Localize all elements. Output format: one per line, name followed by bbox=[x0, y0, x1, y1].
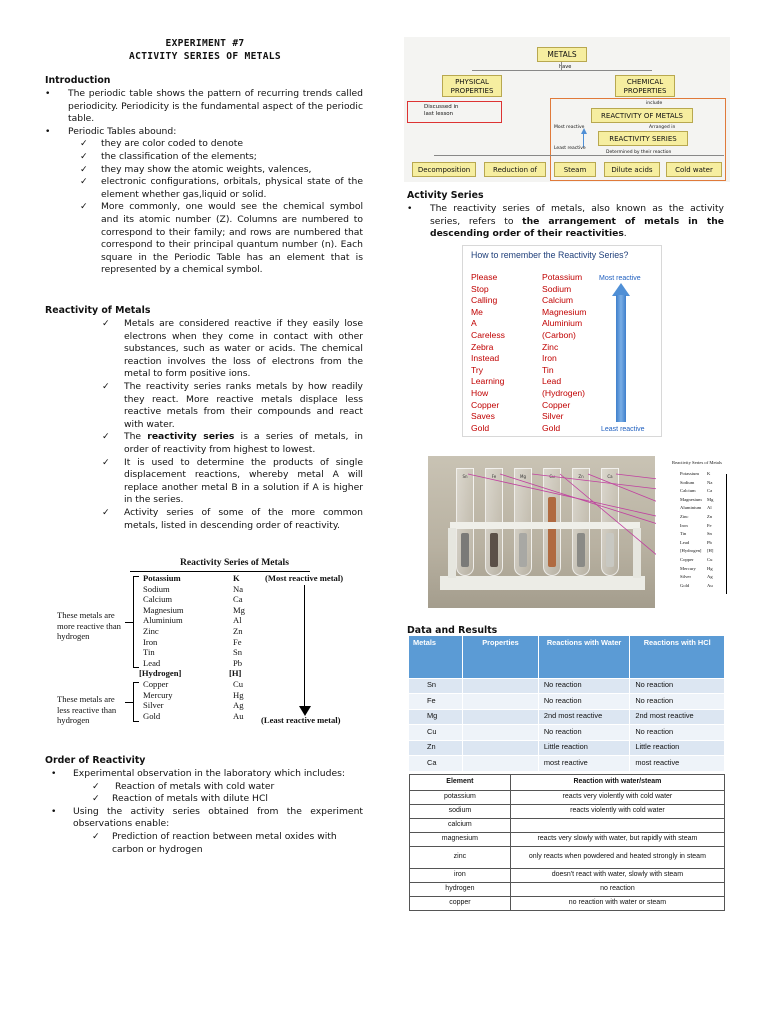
photo-panel-row bbox=[680, 504, 728, 513]
mnemonic-word: Instead bbox=[471, 353, 500, 364]
bullet-icon: • bbox=[407, 203, 413, 214]
activity-heading: Activity Series bbox=[407, 190, 484, 201]
series-row bbox=[139, 668, 253, 679]
table-cell bbox=[463, 694, 539, 710]
concept-least: Least reactive bbox=[554, 146, 586, 151]
order-bullet-1: • Experimental observation in the laboratory which includes: bbox=[51, 768, 345, 779]
mnemonic-row bbox=[471, 365, 601, 377]
results-header-cell: Reactions with HCl bbox=[630, 636, 725, 678]
photo-panel-symbol: Hg bbox=[707, 565, 713, 571]
intro-bullet-1: • The periodic table shows the pattern of recurring trends called periodicity. Periodicity is the fundamental aspect of the periodic table. bbox=[45, 88, 363, 125]
mnemonic-metal: Zinc bbox=[542, 341, 559, 352]
check-icon: ✓ bbox=[80, 150, 88, 162]
mnemonic-word: Zebra bbox=[471, 341, 494, 352]
table-cell: sodium bbox=[410, 805, 511, 819]
mnemonic-word: Try bbox=[471, 364, 484, 375]
series-row bbox=[143, 626, 253, 637]
table-cell: Sn bbox=[409, 678, 463, 694]
photo-panel-row bbox=[680, 573, 728, 582]
series-metal-symbol: K bbox=[233, 573, 240, 583]
table-cell: No reaction bbox=[630, 725, 725, 741]
photo-panel-title: Reactivity Series of Metals bbox=[672, 460, 722, 465]
table-cell: No reaction bbox=[630, 694, 725, 710]
bullet-icon: • bbox=[51, 805, 57, 817]
order-check-item: ✓ Prediction of reaction between metal oxides with carbon or hydrogen bbox=[92, 830, 337, 855]
series-row bbox=[143, 700, 253, 711]
mnemonic-metal: Magnesium bbox=[542, 306, 587, 317]
activity-section bbox=[407, 203, 724, 241]
photo-panel-metal: [Hydrogen] bbox=[680, 548, 702, 554]
photo-panel-metal: Tin bbox=[680, 531, 687, 537]
results-header-cell: Reactions with Water bbox=[538, 636, 629, 678]
series-metal-symbol: Zn bbox=[233, 625, 243, 636]
reactivity-series-figure bbox=[55, 558, 365, 728]
tube-label: Zn bbox=[578, 474, 584, 479]
photo-panel-row bbox=[680, 496, 728, 505]
check-icon: ✓ bbox=[80, 138, 88, 150]
mnemonic-metal: Aluminium bbox=[542, 318, 583, 329]
figure-title: Reactivity Series of Metals bbox=[180, 557, 289, 568]
water-table bbox=[409, 774, 725, 911]
mnemonic-word: Learning bbox=[471, 376, 505, 387]
mnemonic-word: Me bbox=[471, 306, 483, 317]
table-cell: hydrogen bbox=[410, 883, 511, 897]
order-check-item: ✓ Reaction of metals with cold water bbox=[92, 780, 275, 792]
check-icon: ✓ bbox=[92, 793, 100, 805]
table-row bbox=[410, 847, 725, 869]
mnemonic-row bbox=[471, 342, 601, 354]
photo-panel-row bbox=[680, 487, 728, 496]
series-metal-name: Gold bbox=[143, 710, 161, 721]
mnemonic-row bbox=[471, 330, 601, 342]
concept-most: Most reactive bbox=[554, 125, 585, 130]
table-row bbox=[410, 897, 725, 911]
table-cell: No reaction bbox=[538, 694, 629, 710]
series-row bbox=[143, 573, 253, 584]
photo-series-panel bbox=[656, 456, 730, 608]
check-icon: ✓ bbox=[102, 431, 110, 443]
series-metal-symbol: Pb bbox=[233, 657, 243, 668]
table-cell bbox=[510, 819, 724, 833]
mnemonic-row bbox=[471, 318, 601, 330]
series-metal-symbol: Sn bbox=[233, 647, 243, 658]
bullet-icon: • bbox=[51, 768, 57, 779]
data-heading: Data and Results bbox=[407, 625, 498, 636]
concept-reaction-box: Reduction of bbox=[484, 162, 546, 177]
table-cell: Ca bbox=[409, 756, 463, 772]
series-row bbox=[143, 679, 253, 690]
concept-map bbox=[404, 37, 730, 182]
down-arrow-line bbox=[304, 585, 305, 709]
order-section bbox=[45, 768, 363, 856]
series-row bbox=[143, 605, 253, 616]
photo-panel-metal: Magnesium bbox=[680, 496, 702, 502]
check-icon: ✓ bbox=[102, 456, 110, 468]
results-header-cell: Metals bbox=[409, 636, 463, 678]
concept-reaction-box: Cold water bbox=[666, 162, 722, 177]
mnemonic-word: Careless bbox=[471, 329, 505, 340]
concept-discussed: Discussed in last lesson bbox=[424, 104, 459, 117]
mnemonic-metal: Copper bbox=[542, 399, 571, 410]
series-metal-symbol: Mg bbox=[233, 604, 245, 615]
table-cell: calcium bbox=[410, 819, 511, 833]
tube-label: Ca bbox=[607, 474, 613, 479]
photo-panel-row bbox=[680, 470, 728, 479]
mnemonic-most: Most reactive bbox=[599, 275, 641, 282]
check-icon: ✓ bbox=[80, 176, 88, 188]
mnemonic-row bbox=[471, 307, 601, 319]
check-icon: ✓ bbox=[102, 506, 110, 518]
table-cell: 2nd most reactive bbox=[538, 709, 629, 725]
mnemonic-row bbox=[471, 272, 601, 284]
table-cell: no reaction with water or steam bbox=[510, 897, 724, 911]
photo-panel-symbol: Al bbox=[707, 505, 712, 511]
table-cell: reacts violently with cold water bbox=[510, 805, 724, 819]
series-metal-symbol: [H] bbox=[229, 668, 242, 679]
check-icon: ✓ bbox=[102, 318, 110, 329]
series-metal-name: Zinc bbox=[143, 625, 159, 636]
mnemonic-row bbox=[471, 400, 601, 412]
series-row bbox=[143, 615, 253, 626]
order-check-item: ✓ Reaction of metals with dilute HCl bbox=[92, 793, 268, 805]
concept-include: include bbox=[646, 101, 663, 106]
concept-reaction-box: Dilute acids bbox=[604, 162, 660, 177]
series-rows bbox=[139, 573, 253, 721]
mnemonic-metal: Sodium bbox=[542, 283, 572, 294]
mnemonic-row bbox=[471, 376, 601, 388]
mnemonic-metal: Tin bbox=[542, 364, 554, 375]
photo-panel-symbol: [H] bbox=[707, 548, 714, 554]
tube-label: Fe bbox=[491, 474, 497, 479]
concept-metals: METALS bbox=[537, 47, 587, 62]
table-cell: reacts very violently with cold water bbox=[510, 791, 724, 805]
table-row bbox=[409, 740, 725, 756]
table-cell bbox=[463, 709, 539, 725]
photo-panel-row bbox=[680, 539, 728, 548]
concept-have: have bbox=[559, 64, 572, 70]
concept-boxes bbox=[404, 162, 730, 178]
mnemonic-word: Copper bbox=[471, 399, 500, 410]
page-subtitle: ACTIVITY SERIES OF METALS bbox=[129, 51, 281, 62]
check-icon: ✓ bbox=[80, 201, 88, 213]
tube-label: Sn bbox=[462, 474, 468, 479]
concept-reaction-box: Decomposition bbox=[412, 162, 476, 177]
photo-panel-row bbox=[680, 556, 728, 565]
intro-section bbox=[45, 88, 363, 277]
mnemonic-word: Saves bbox=[471, 411, 495, 422]
photo-panel-metal: Sodium bbox=[680, 479, 695, 485]
mnemonic-title: How to remember the Reactivity Series? bbox=[471, 250, 629, 260]
intro-check-list bbox=[45, 138, 363, 277]
page-title: EXPERIMENT #7 bbox=[165, 38, 245, 49]
intro-check-item: ✓ they may show the atomic weights, valences, bbox=[80, 163, 312, 175]
order-heading: Order of Reactivity bbox=[45, 755, 146, 766]
table-row bbox=[410, 805, 725, 819]
mnemonic-word: Please bbox=[471, 272, 498, 282]
series-metal-symbol: Au bbox=[233, 710, 244, 721]
photo-panel-metal: Aluminium bbox=[680, 505, 702, 511]
intro-bullet-2: • Periodic Tables abound: bbox=[45, 125, 177, 137]
photo-panel-row bbox=[680, 522, 728, 531]
photo-panel-row bbox=[680, 513, 728, 522]
photo-panel-symbol: Ca bbox=[707, 488, 713, 494]
mnemonic-row bbox=[471, 353, 601, 365]
results-header-cell: Properties bbox=[463, 636, 539, 678]
concept-discussed-box bbox=[407, 101, 502, 123]
table-cell: no reaction bbox=[510, 883, 724, 897]
photo-panel-symbol: Sn bbox=[707, 531, 712, 537]
concept-series: REACTIVITY SERIES bbox=[598, 131, 688, 146]
mnemonic-least: Least reactive bbox=[601, 426, 645, 433]
photo-panel-row bbox=[680, 547, 728, 556]
series-metal-name: Aluminium bbox=[143, 615, 183, 626]
table-cell: potassium bbox=[410, 791, 511, 805]
mnemonic-figure bbox=[462, 245, 662, 437]
series-row bbox=[143, 647, 253, 658]
table-cell bbox=[463, 725, 539, 741]
reactivity-heading: Reactivity of Metals bbox=[45, 305, 151, 316]
table-cell: most reactive bbox=[630, 756, 725, 772]
mnemonic-metal: Lead bbox=[542, 376, 562, 387]
reactivity-check-item: ✓ It is used to determine the products of single displacement reactions, whereby metal A will replace another metal B in a solution if A is higher in the series. bbox=[102, 456, 363, 506]
arrow-up-icon bbox=[581, 128, 587, 134]
mnemonic-metal: Gold bbox=[542, 422, 561, 433]
bullet-icon: • bbox=[45, 88, 51, 99]
concept-arranged: Arranged in bbox=[649, 125, 676, 130]
check-icon: ✓ bbox=[92, 830, 100, 842]
mnemonic-metal: Iron bbox=[542, 353, 557, 364]
table-cell: No reaction bbox=[538, 725, 629, 741]
table-row bbox=[409, 756, 725, 772]
series-metal-name: Silver bbox=[143, 700, 164, 711]
reactivity-check-item: ✓ Metals are considered reactive if they easily lose electrons when they come in contact with other substances, such as water or acids. The chemical reaction involves the loss of electrons from the metal to form positive ions. bbox=[102, 318, 363, 380]
photo-panel-symbol: Cu bbox=[707, 556, 713, 562]
table-cell: Little reaction bbox=[538, 740, 629, 756]
table-cell: Zn bbox=[409, 740, 463, 756]
mnemonic-metal: Silver bbox=[542, 411, 564, 422]
series-row bbox=[143, 637, 253, 648]
mnemonic-metal: Potassium bbox=[542, 272, 583, 282]
photo-panel-metal: Silver bbox=[680, 574, 691, 580]
series-row bbox=[143, 584, 253, 595]
mnemonic-word: A bbox=[471, 318, 477, 329]
table-cell: Cu bbox=[409, 725, 463, 741]
reactivity-check-item: ✓ Activity series of some of the more common metals, listed in descending order of reactivity. bbox=[102, 506, 363, 531]
table-cell: reacts very slowly with water, but rapidly with steam bbox=[510, 833, 724, 847]
table-row bbox=[409, 678, 725, 694]
table-cell bbox=[463, 740, 539, 756]
photo-panel-symbol: Pb bbox=[707, 539, 712, 545]
mnemonic-row bbox=[471, 295, 601, 307]
table-cell bbox=[463, 756, 539, 772]
concept-chemical: CHEMICAL PROPERTIES bbox=[615, 75, 675, 97]
series-metal-name: Copper bbox=[143, 678, 169, 689]
concept-reactivity: REACTIVITY OF METALS bbox=[591, 108, 693, 123]
mnemonic-word: Gold bbox=[471, 422, 490, 433]
concept-line bbox=[434, 155, 724, 156]
table-row bbox=[410, 883, 725, 897]
results-header-row bbox=[409, 636, 725, 678]
series-row bbox=[143, 690, 253, 701]
photo-panel-row bbox=[680, 565, 728, 574]
concept-determined: Determined by their reaction bbox=[606, 150, 672, 155]
table-cell: 2nd most reactive bbox=[630, 709, 725, 725]
table-cell: No reaction bbox=[630, 678, 725, 694]
table-row bbox=[409, 694, 725, 710]
series-metal-name: Mercury bbox=[143, 689, 173, 700]
photo-panel-metal: Copper bbox=[680, 556, 694, 562]
mnemonic-metal: (Hydrogen) bbox=[542, 387, 585, 398]
photo-panel-symbol: Zn bbox=[707, 513, 713, 519]
photo-panel-symbol: Au bbox=[707, 582, 713, 588]
table-row bbox=[410, 791, 725, 805]
series-metal-name: Iron bbox=[143, 636, 158, 647]
series-metal-symbol: Ag bbox=[233, 700, 244, 711]
table-cell: Little reaction bbox=[630, 740, 725, 756]
table-cell: Fe bbox=[409, 694, 463, 710]
table-row bbox=[409, 725, 725, 741]
photo-panel-row bbox=[680, 582, 728, 591]
bracket-more bbox=[133, 576, 139, 668]
mnemonic-arrow-shaft bbox=[616, 295, 626, 422]
series-metal-name: Lead bbox=[143, 657, 161, 668]
more-reactive-note: These metals are more reactive than hydrogen bbox=[57, 610, 121, 642]
order-bullet-2: • Using the activity series obtained from the experiment observations enable: bbox=[51, 805, 363, 830]
mnemonic-rows bbox=[471, 272, 601, 434]
table-cell: magnesium bbox=[410, 833, 511, 847]
table-row bbox=[409, 709, 725, 725]
intro-heading: Introduction bbox=[45, 75, 111, 86]
mnemonic-metal: Calcium bbox=[542, 295, 574, 306]
photo-panel-symbol: Mg bbox=[707, 496, 714, 502]
table-row bbox=[410, 869, 725, 883]
table-cell: zinc bbox=[410, 847, 511, 869]
series-metal-symbol: Al bbox=[233, 615, 242, 626]
photo-panel-metal: Lead bbox=[680, 539, 690, 545]
concept-physical: PHYSICAL PROPERTIES bbox=[442, 75, 502, 97]
mnemonic-row bbox=[471, 423, 601, 435]
intro-check-item: ✓ electronic configurations, orbitals, physical state of the element whether gas,liquid or solid. bbox=[80, 176, 363, 200]
water-header-cell: Reaction with water/steam bbox=[510, 775, 724, 791]
activity-bullet: • The reactivity series of metals, also known as the activity series, refers to the arrangement of metals in the descending order of their reactivities. bbox=[407, 203, 724, 240]
mnemonic-word: Stop bbox=[471, 283, 489, 294]
mnemonic-word: Calling bbox=[471, 295, 498, 306]
series-metal-symbol: Ca bbox=[233, 594, 243, 605]
table-cell: Mg bbox=[409, 709, 463, 725]
results-table bbox=[409, 636, 725, 771]
series-row bbox=[143, 658, 253, 669]
series-metal-symbol: Fe bbox=[233, 636, 242, 647]
photo-panel-row bbox=[680, 479, 728, 488]
table-cell: only reacts when powdered and heated strongly in steam bbox=[510, 847, 724, 869]
intro-check-item: ✓ the classification of the elements; bbox=[80, 150, 257, 162]
table-cell: copper bbox=[410, 897, 511, 911]
photo-panel-metal: Gold bbox=[680, 582, 690, 588]
check-icon: ✓ bbox=[80, 163, 88, 175]
table-cell: No reaction bbox=[538, 678, 629, 694]
concept-line bbox=[561, 62, 562, 70]
photo-panel-arrow bbox=[726, 474, 727, 594]
table-row bbox=[410, 819, 725, 833]
photo-panel-symbol: K bbox=[707, 471, 711, 476]
series-metal-name: [Hydrogen] bbox=[139, 668, 182, 679]
table-cell bbox=[463, 678, 539, 694]
series-row bbox=[143, 711, 253, 722]
series-metal-name: Tin bbox=[143, 647, 155, 658]
table-cell: doesn't react with water, slowly with steam bbox=[510, 869, 724, 883]
table-row bbox=[410, 833, 725, 847]
reactivity-check-item: ✓ The reactivity series ranks metals by how readily they react. More reactive metals displace less reactive metals from their compounds and react with water. bbox=[102, 380, 363, 430]
bracket-more-tick bbox=[125, 622, 133, 623]
photo-panel-metal: Mercury bbox=[680, 565, 696, 571]
photo-panel-metal: Iron bbox=[680, 522, 688, 528]
series-metal-symbol: Hg bbox=[233, 689, 244, 700]
water-header-row bbox=[410, 775, 725, 791]
series-metal-name: Magnesium bbox=[143, 604, 184, 615]
bracket-less bbox=[133, 682, 139, 722]
table-cell: most reactive bbox=[538, 756, 629, 772]
water-header-cell: Element bbox=[410, 775, 511, 791]
table-cell: iron bbox=[410, 869, 511, 883]
series-metal-symbol: Cu bbox=[233, 678, 244, 689]
photo-panel-rows bbox=[680, 470, 728, 590]
mnemonic-row bbox=[471, 388, 601, 400]
series-row bbox=[143, 594, 253, 605]
mnemonic-metal: (Carbon) bbox=[542, 329, 576, 340]
photo-panel-symbol: Fe bbox=[707, 522, 712, 528]
mnemonic-row bbox=[471, 284, 601, 296]
photo-panel-metal: Zinc bbox=[680, 513, 689, 519]
series-metal-symbol: Na bbox=[233, 583, 244, 594]
reactivity-check-list bbox=[102, 318, 364, 532]
photo-panel-metal: Calcium bbox=[680, 488, 696, 494]
check-icon: ✓ bbox=[92, 780, 100, 792]
series-metal-name: Calcium bbox=[143, 594, 173, 605]
least-reactive-label: (Least reactive metal) bbox=[261, 715, 341, 725]
photo-panel-symbol: Na bbox=[707, 479, 713, 485]
reactivity-check-item: ✓ The reactivity series is a series of metals, in order of reactivity from highest to lowest. bbox=[102, 431, 364, 455]
mnemonic-row bbox=[471, 411, 601, 423]
mnemonic-word: How bbox=[471, 387, 489, 398]
check-icon: ✓ bbox=[102, 380, 110, 392]
intro-check-item: ✓ More commonly, one would see the chemical symbol and its atomic number (Z). Columns are numbered to correspond to their family; and rows are numbered that correspond to their principal quantum number (n). Each square in the Periodic Table has an element that is represented by a chemical symbol. bbox=[80, 201, 363, 276]
figure-rule bbox=[130, 571, 310, 572]
intro-check-item: ✓ they are color coded to denote bbox=[80, 138, 243, 150]
most-reactive-label: (Most reactive metal) bbox=[265, 573, 344, 583]
concept-reaction-box: Steam bbox=[554, 162, 596, 177]
bullet-icon: • bbox=[45, 125, 51, 137]
photo-panel-symbol: Ag bbox=[707, 574, 713, 580]
bracket-less-tick bbox=[125, 702, 133, 703]
concept-line bbox=[472, 70, 652, 71]
photo-panel-metal: Potassium bbox=[680, 471, 699, 476]
photo-panel-row bbox=[680, 530, 728, 539]
series-metal-name: Potassium bbox=[143, 573, 181, 583]
series-metal-name: Sodium bbox=[143, 583, 170, 594]
tube-label: Mg bbox=[520, 474, 526, 479]
less-reactive-note: These metals are less reactive than hydrogen bbox=[57, 694, 117, 726]
